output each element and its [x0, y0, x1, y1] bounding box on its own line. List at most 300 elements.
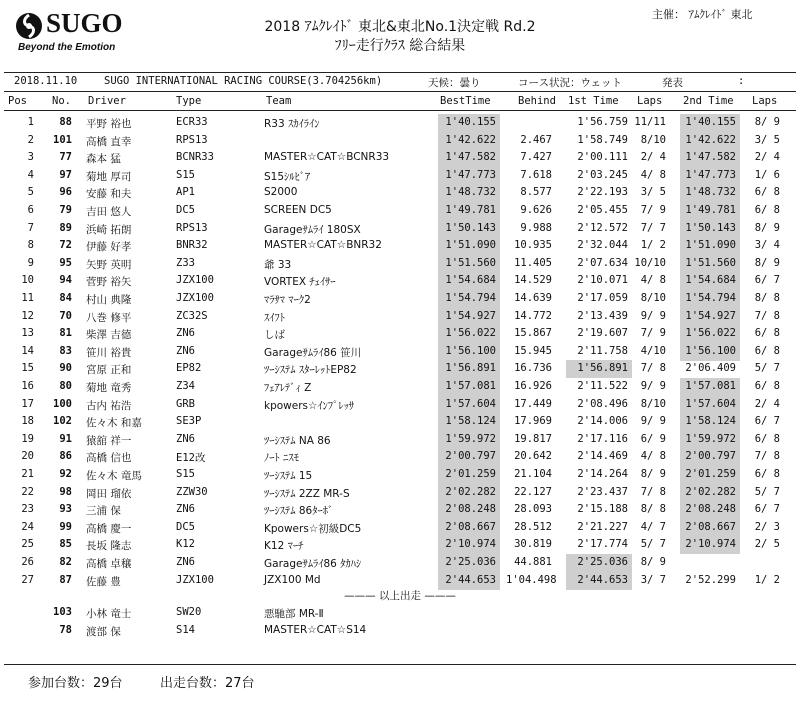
- cell-driver: 吉田 悠人: [86, 206, 132, 218]
- cell-best: 1'50.143: [445, 221, 496, 234]
- table-row: [0, 343, 800, 361]
- cell-pos: 25: [21, 538, 34, 551]
- col-type: Type: [176, 95, 202, 107]
- title-block: [200, 18, 600, 56]
- cell-first: 2'17.116: [577, 432, 628, 445]
- cell-second: 1'56.100: [685, 344, 736, 357]
- table-row: [0, 114, 800, 132]
- cell-driver: 三浦 保: [86, 505, 121, 518]
- table-row: [0, 501, 800, 519]
- table-row: [0, 202, 800, 220]
- cell-driver: 宮原 正和: [86, 364, 132, 377]
- cell-laps2: 2/ 4: [754, 151, 780, 164]
- non-starter-row: [0, 622, 800, 640]
- cell-type: Z33: [176, 256, 195, 269]
- cell-second: 1'56.022: [685, 327, 736, 340]
- cell-type: JZX100: [176, 292, 214, 304]
- col-driver: Driver: [88, 95, 126, 107]
- cell-behind: 22.127: [514, 485, 552, 498]
- cell-type: ECR33: [176, 116, 208, 128]
- cell-team: Garageｻﾑﾗｲ86 ﾀｶﾊｼ: [264, 558, 362, 570]
- cell-type: JZX100: [176, 274, 214, 287]
- cell-first: 2'14.006: [577, 415, 628, 428]
- cell-pos: 27: [21, 573, 34, 586]
- cell-second: 1'57.604: [685, 397, 736, 410]
- cell-laps2: 3/ 4: [754, 239, 780, 252]
- table-row: [0, 413, 800, 431]
- cell-driver: 笹川 裕貴: [86, 346, 132, 359]
- cell-best: 2'44.653: [445, 573, 496, 586]
- cell-team: ｽｲﾌﾄ: [264, 311, 285, 324]
- cell-first: 2'21.227: [577, 520, 628, 533]
- table-row: [0, 536, 800, 554]
- cell-type: ZN6: [176, 503, 195, 516]
- cell-no: 101: [53, 133, 72, 146]
- cell-no: 72: [59, 239, 72, 252]
- col-best-time: BestTime: [440, 95, 491, 107]
- course-status: コース状況：ウェット: [518, 77, 623, 89]
- cell-pos: 9: [27, 256, 34, 269]
- cell-team: S15ｼﾙﾋﾞｱ: [264, 170, 311, 183]
- cell-second: 1'54.794: [685, 292, 736, 304]
- cell-driver: 森本 猛: [86, 153, 121, 166]
- cell-no: 88: [59, 116, 72, 128]
- cell-driver: 佐藤 豊: [86, 575, 121, 588]
- cell-laps1: 5/ 7: [640, 538, 666, 551]
- cell-no: 85: [59, 538, 72, 551]
- cell-best: 1'47.773: [445, 168, 496, 181]
- cell-pos: 23: [21, 503, 34, 516]
- cell-driver: 高橋 直幸: [86, 135, 132, 148]
- cell-team: SCREEN DC5: [264, 204, 332, 216]
- cell-type: RPS13: [176, 221, 208, 234]
- cell-first: 2'12.572: [577, 221, 628, 234]
- cell-best: 2'10.974: [445, 538, 496, 551]
- cell-behind: 14.772: [514, 309, 552, 322]
- cell-laps1: 8/10: [640, 292, 666, 304]
- cell-first: 2'25.036: [577, 556, 628, 568]
- cell-driver: 猿舘 祥一: [86, 434, 132, 447]
- cell-best: 1'56.100: [445, 344, 496, 357]
- cell-laps2: 8/ 9: [754, 221, 780, 234]
- divider: [4, 664, 796, 665]
- table-row: [0, 290, 800, 308]
- cell-pos: 5: [27, 186, 34, 199]
- cell-team: ﾌｪｱﾚﾃﾞｨ Z: [264, 382, 312, 394]
- cell-type: BNR32: [176, 239, 208, 252]
- cell-pos: 14: [21, 344, 34, 357]
- cell-laps1: 7/ 9: [640, 204, 666, 216]
- cell-best: 1'51.560: [445, 256, 496, 269]
- logo-tagline: Beyond the Emotion: [18, 42, 116, 53]
- cell-behind: 2.467: [520, 133, 552, 146]
- cell-second: 1'50.143: [685, 221, 736, 234]
- col-1st-time: 1st Time: [568, 95, 619, 107]
- cell-second: 1'47.773: [685, 168, 736, 181]
- cell-type: ZN6: [176, 556, 195, 568]
- cell-no: 90: [59, 362, 72, 375]
- cell-second: 2'08.667: [685, 520, 736, 533]
- cell-laps2: 6/ 8: [754, 186, 780, 199]
- sugo-logo: [8, 4, 128, 58]
- cell-pos: 2: [27, 133, 34, 146]
- cell-first: 2'22.193: [577, 186, 628, 199]
- cell-second: 1'59.972: [685, 432, 736, 445]
- table-row: [0, 448, 800, 466]
- cell-no: 95: [59, 256, 72, 269]
- weather: 天候：曇り: [428, 77, 481, 89]
- cell-laps1: 7/ 8: [640, 362, 666, 375]
- cell-pos: 6: [27, 204, 34, 216]
- col-pos: Pos: [8, 95, 27, 107]
- cell-no: 80: [59, 380, 72, 392]
- cell-laps1: 3/ 7: [640, 573, 666, 586]
- cell-type: SW20: [176, 606, 202, 618]
- cell-team: ﾉｰﾄ ﾆｽﾓ: [264, 452, 299, 465]
- cell-no: 98: [59, 485, 72, 498]
- cell-pos: 21: [21, 468, 34, 480]
- cell-no: 86: [59, 450, 72, 463]
- cell-first: 1'56.891: [577, 362, 628, 375]
- entries-count: 参加台数：29台: [28, 676, 123, 691]
- cell-driver: 岡田 瑠依: [86, 487, 132, 500]
- table-row: [0, 325, 800, 343]
- table-row: [0, 360, 800, 378]
- cell-team: VORTEX ﾁｪｲｻｰ: [264, 276, 336, 289]
- cell-behind: 9.988: [520, 221, 552, 234]
- cell-driver: 長坂 隆志: [86, 540, 132, 553]
- cell-pos: 15: [21, 362, 34, 375]
- cell-behind: 16.926: [514, 380, 552, 392]
- cell-second: 1'42.622: [685, 133, 736, 146]
- cell-best: 1'59.972: [445, 432, 496, 445]
- cell-type: S15: [176, 468, 195, 480]
- cell-pos: 18: [21, 415, 34, 428]
- cell-type: ZZW30: [176, 485, 208, 498]
- cell-best: 1'56.022: [445, 327, 496, 340]
- cell-first: 2'00.111: [577, 151, 628, 164]
- cell-laps2: 8/ 8: [754, 292, 780, 304]
- cell-team: Garageｻﾑﾗｲ86 笹川: [264, 346, 362, 359]
- cell-driver: 村山 典隆: [86, 294, 132, 306]
- cell-second: 2'02.282: [685, 485, 736, 498]
- cell-type: S14: [176, 624, 195, 636]
- cell-no: 89: [59, 221, 72, 234]
- cell-behind: 8.577: [520, 186, 552, 199]
- cell-team: S2000: [264, 186, 298, 199]
- cell-laps2: 6/ 8: [754, 380, 780, 392]
- cell-no: 79: [59, 204, 72, 216]
- col-behind: Behind: [518, 95, 556, 107]
- cell-pos: 17: [21, 397, 34, 410]
- cell-type: DC5: [176, 520, 195, 533]
- cell-driver: 渡部 保: [86, 626, 121, 638]
- col-laps-1: Laps: [637, 95, 663, 107]
- cell-driver: 古内 祐浩: [86, 399, 132, 412]
- cell-behind: 17.449: [514, 397, 552, 410]
- page-subtitle: ﾌﾘｰ走行ｸﾗｽ 総合結果: [334, 38, 466, 54]
- cell-no: 103: [53, 606, 72, 618]
- cell-no: 82: [59, 556, 72, 568]
- cell-laps1: 4/ 8: [640, 168, 666, 181]
- cell-team: 爺 33: [264, 258, 292, 271]
- cell-no: 92: [59, 468, 72, 480]
- cell-best: 1'47.582: [445, 151, 496, 164]
- cell-laps2: 6/ 8: [754, 468, 780, 480]
- cell-pos: 19: [21, 432, 34, 445]
- cell-team: Kpowers☆初級DC5: [264, 522, 362, 535]
- cell-no: 77: [59, 151, 72, 164]
- cell-driver: 浜崎 拓朗: [86, 223, 132, 236]
- cell-no: 97: [59, 168, 72, 181]
- cell-no: 83: [59, 344, 72, 357]
- cell-behind: 17.969: [514, 415, 552, 428]
- cell-laps1: 2/ 4: [640, 151, 666, 164]
- cell-type: JZX100: [176, 573, 214, 586]
- cell-pos: 16: [21, 380, 34, 392]
- cell-team: ﾂｰｼｽﾃﾑ ｽﾀｰﾚｯﾄEP82: [264, 364, 357, 377]
- cell-no: 84: [59, 292, 72, 304]
- cell-type: RPS13: [176, 133, 208, 146]
- cell-laps2: 1/ 2: [754, 573, 780, 586]
- cell-laps1: 9/ 9: [640, 415, 666, 428]
- cell-second: 2'06.409: [685, 362, 736, 375]
- cell-team: ﾏﾗｻﾏ ﾏｰｸ2: [264, 294, 311, 306]
- cell-no: 78: [59, 624, 72, 636]
- cell-laps1: 7/ 8: [640, 485, 666, 498]
- organizer: 主催： ｱﾑｸﾚｲﾄﾞ 東北: [652, 8, 753, 21]
- cell-second: 2'00.797: [685, 450, 736, 463]
- cell-behind: 28.512: [514, 520, 552, 533]
- cell-first: 2'07.634: [577, 256, 628, 269]
- cell-behind: 15.945: [514, 344, 552, 357]
- cell-second: 2'08.248: [685, 503, 736, 516]
- cell-behind: 9.626: [520, 204, 552, 216]
- cell-laps1: 6/ 9: [640, 432, 666, 445]
- cell-best: 2'00.797: [445, 450, 496, 463]
- cell-laps1: 7/ 9: [640, 327, 666, 340]
- cell-pos: 11: [21, 292, 34, 304]
- cell-laps1: 11/11: [634, 116, 666, 128]
- cell-second: 1'49.781: [685, 204, 736, 216]
- cell-laps2: 6/ 7: [754, 274, 780, 287]
- logo-text: SUGO: [46, 8, 123, 38]
- cell-best: 2'08.667: [445, 520, 496, 533]
- cell-no: 102: [53, 415, 72, 428]
- info-bar: [0, 74, 800, 89]
- table-row: [0, 220, 800, 238]
- cell-first: 2'03.245: [577, 168, 628, 181]
- divider: [4, 72, 796, 73]
- cell-driver: 矢野 英明: [86, 258, 132, 271]
- cell-type: S15: [176, 168, 195, 181]
- cell-behind: 21.104: [514, 468, 552, 480]
- cell-pos: 4: [27, 168, 34, 181]
- cell-best: 1'56.891: [445, 362, 496, 375]
- cell-no: 96: [59, 186, 72, 199]
- cell-driver: 小林 竜士: [86, 608, 132, 620]
- cell-second: 1'51.090: [685, 239, 736, 252]
- cell-laps1: 4/10: [640, 344, 666, 357]
- cell-laps2: 6/ 8: [754, 344, 780, 357]
- cell-laps1: 4/ 7: [640, 520, 666, 533]
- col-no: No.: [52, 95, 71, 107]
- sugo-emblem-icon: [14, 11, 44, 41]
- cell-team: MASTER☆CAT☆S14: [264, 624, 367, 636]
- cell-laps2: 8/ 9: [754, 256, 780, 269]
- cell-best: 1'51.090: [445, 239, 496, 252]
- cell-second: 1'47.582: [685, 151, 736, 164]
- cell-first: 2'17.059: [577, 292, 628, 304]
- col-team: Team: [266, 95, 292, 107]
- started-separator: ——— 以上出走 ———: [344, 590, 456, 602]
- cell-laps2: 8/ 9: [754, 116, 780, 128]
- table-row: [0, 484, 800, 502]
- cell-behind: 14.639: [514, 292, 552, 304]
- cell-laps1: 8/ 9: [640, 468, 666, 480]
- cell-pos: 8: [27, 239, 34, 252]
- cell-best: 1'40.155: [445, 116, 496, 128]
- cell-first: 2'11.522: [577, 380, 628, 392]
- cell-pos: 7: [27, 221, 34, 234]
- cell-team: ﾂｰｼｽﾃﾑ 2ZZ MR-S: [264, 487, 350, 500]
- cell-behind: 7.427: [520, 151, 552, 164]
- starters-count: 出走台数：27台: [160, 676, 255, 691]
- cell-best: 1'49.781: [445, 204, 496, 216]
- cell-laps2: 2/ 3: [754, 520, 780, 533]
- cell-best: 1'54.794: [445, 292, 496, 304]
- cell-pos: 3: [27, 151, 34, 164]
- cell-first: 2'08.496: [577, 397, 628, 410]
- cell-driver: 菊地 竜秀: [86, 382, 132, 394]
- cell-laps2: 6/ 7: [754, 415, 780, 428]
- cell-type: EP82: [176, 362, 202, 375]
- cell-driver: 高橋 卓穣: [86, 558, 132, 570]
- cell-no: 81: [59, 327, 72, 340]
- table-row: [0, 431, 800, 449]
- cell-first: 2'14.264: [577, 468, 628, 480]
- cell-behind: 14.529: [514, 274, 552, 287]
- cell-behind: 15.867: [514, 327, 552, 340]
- cell-best: 1'54.927: [445, 309, 496, 322]
- divider: [4, 91, 796, 92]
- cell-second: 2'01.259: [685, 468, 736, 480]
- cell-team: MASTER☆CAT☆BCNR33: [264, 151, 390, 164]
- cell-driver: 柴澤 吉德: [86, 329, 132, 342]
- cell-best: 2'01.259: [445, 468, 496, 480]
- table-row: [0, 132, 800, 150]
- cell-type: ZN6: [176, 432, 195, 445]
- cell-laps1: 8/ 8: [640, 503, 666, 516]
- cell-second: 1'58.124: [685, 415, 736, 428]
- cell-driver: 高橋 慶一: [86, 522, 132, 535]
- cell-first: 2'14.469: [577, 450, 628, 463]
- cell-driver: 菅野 裕矢: [86, 276, 132, 289]
- cell-laps2: 2/ 4: [754, 397, 780, 410]
- cell-no: 87: [59, 573, 72, 586]
- cell-team: しば: [264, 329, 285, 342]
- cell-no: 99: [59, 520, 72, 533]
- cell-laps2: 5/ 7: [754, 485, 780, 498]
- cell-first: 2'11.758: [577, 344, 628, 357]
- cell-no: 100: [53, 397, 72, 410]
- cell-driver: 佐々木 竜馬: [86, 470, 142, 482]
- cell-type: ZN6: [176, 327, 195, 340]
- cell-type: BCNR33: [176, 151, 214, 164]
- cell-laps2: 6/ 8: [754, 432, 780, 445]
- cell-no: 94: [59, 274, 72, 287]
- table-row: [0, 466, 800, 484]
- cell-behind: 7.618: [520, 168, 552, 181]
- cell-team: ﾂｰｼｽﾃﾑ 86ﾀｰﾎﾞ: [264, 505, 334, 518]
- table-row: [0, 378, 800, 396]
- cell-best: 1'58.124: [445, 415, 496, 428]
- cell-behind: 16.736: [514, 362, 552, 375]
- cell-second: 2'52.299: [685, 573, 736, 586]
- cell-type: Z34: [176, 380, 195, 392]
- cell-best: 2'02.282: [445, 485, 496, 498]
- divider: [4, 110, 796, 111]
- cell-team: 悪馳部 MR-Ⅱ: [264, 608, 324, 620]
- cell-second: 1'51.560: [685, 256, 736, 269]
- cell-best: 2'08.248: [445, 503, 496, 516]
- cell-pos: 13: [21, 327, 34, 340]
- cell-laps2: 7/ 8: [754, 450, 780, 463]
- announce-label: 発表: [662, 77, 683, 89]
- announce-time: :: [738, 75, 745, 87]
- table-row: [0, 167, 800, 185]
- cell-type: K12: [176, 538, 195, 551]
- table-row: [0, 519, 800, 537]
- cell-pos: 12: [21, 309, 34, 322]
- cell-first: 2'05.455: [577, 204, 628, 216]
- cell-second: 1'48.732: [685, 186, 736, 199]
- table-row: [0, 554, 800, 572]
- cell-first: 2'17.774: [577, 538, 628, 551]
- cell-laps1: 9/ 9: [640, 380, 666, 392]
- cell-second: 1'57.081: [685, 380, 736, 392]
- cell-first: 2'15.188: [577, 503, 628, 516]
- course-name: SUGO INTERNATIONAL RACING COURSE(3.704256km): [104, 75, 383, 87]
- cell-pos: 22: [21, 485, 34, 498]
- cell-pos: 1: [27, 116, 34, 128]
- table-row: [0, 572, 800, 590]
- cell-best: 1'54.684: [445, 274, 496, 287]
- cell-second: 1'54.684: [685, 274, 736, 287]
- cell-first: 2'19.607: [577, 327, 628, 340]
- cell-driver: 菊地 厚司: [86, 170, 132, 183]
- cell-laps1: 4/ 8: [640, 450, 666, 463]
- cell-team: JZX100 Md: [264, 573, 321, 586]
- cell-laps2: 3/ 5: [754, 133, 780, 146]
- page-title: 2018 ｱﾑｸﾚｲﾄﾞ 東北&東北No.1決定戦 Rd.2: [264, 19, 536, 35]
- cell-type: ZC32S: [176, 309, 208, 322]
- cell-behind: 19.817: [514, 432, 552, 445]
- cell-first: 1'56.759: [577, 116, 628, 128]
- cell-laps1: 8/10: [640, 133, 666, 146]
- cell-behind: 10.935: [514, 239, 552, 252]
- cell-first: 2'44.653: [577, 573, 628, 586]
- cell-pos: 26: [21, 556, 34, 568]
- cell-pos: 10: [21, 274, 34, 287]
- cell-type: DC5: [176, 204, 195, 216]
- cell-no: 70: [59, 309, 72, 322]
- cell-laps2: 6/ 7: [754, 503, 780, 516]
- cell-best: 1'57.604: [445, 397, 496, 410]
- cell-type: AP1: [176, 186, 195, 199]
- cell-pos: 20: [21, 450, 34, 463]
- cell-laps1: 8/10: [640, 397, 666, 410]
